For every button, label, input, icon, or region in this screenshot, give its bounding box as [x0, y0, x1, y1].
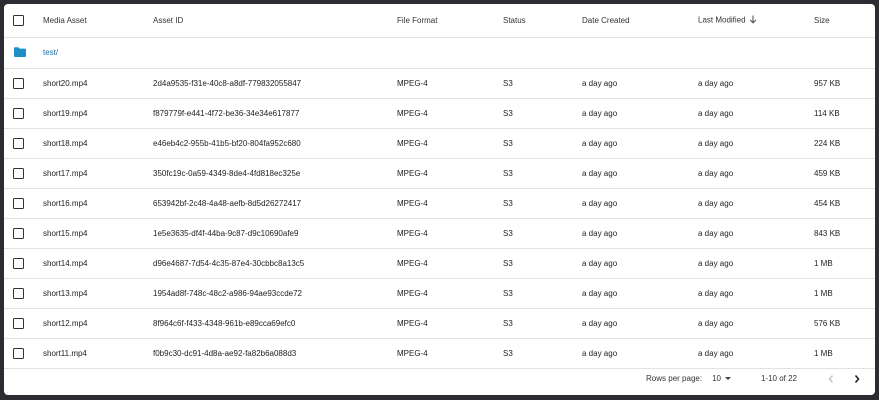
- rows-per-page-select[interactable]: [712, 374, 731, 383]
- status: S3: [503, 128, 582, 158]
- row-select-cell: [4, 308, 43, 338]
- column-header-media-asset[interactable]: Media Asset: [43, 4, 153, 37]
- file-format: MPEG-4: [397, 308, 503, 338]
- file-format: MPEG-4: [397, 68, 503, 98]
- last-modified: a day ago: [698, 248, 814, 278]
- row-select-cell: [4, 68, 43, 98]
- folder-link[interactable]: test/: [43, 48, 59, 57]
- asset-id: 2d4a9535-f31e-40c8-a8df-779832055847: [153, 68, 397, 98]
- last-modified: a day ago: [698, 188, 814, 218]
- select-all-cell: [4, 4, 43, 37]
- asset-id: 653942bf-2c48-4a48-aefb-8d5d26272417: [153, 188, 397, 218]
- file-size: 454 KB: [814, 188, 875, 218]
- column-header-last-modified[interactable]: [698, 4, 814, 37]
- media-asset-name: short17.mp4: [43, 158, 153, 188]
- date-created: a day ago: [582, 248, 698, 278]
- chevron-left-icon: [827, 374, 835, 384]
- table-row[interactable]: [4, 128, 875, 158]
- row-select-cell: [4, 278, 43, 308]
- table-row[interactable]: [4, 248, 875, 278]
- row-select-cell: [4, 98, 43, 128]
- row-select-cell: [4, 188, 43, 218]
- arrow-down-icon[interactable]: [749, 15, 757, 26]
- last-modified: a day ago: [698, 158, 814, 188]
- table-row[interactable]: [4, 98, 875, 128]
- table-row[interactable]: [4, 68, 875, 98]
- page-range-text: 1-10 of 22: [760, 374, 797, 383]
- file-format: MPEG-4: [397, 188, 503, 218]
- table-header-row: [4, 4, 875, 37]
- row-select-cell: [4, 218, 43, 248]
- last-modified: a day ago: [698, 218, 814, 248]
- table-row[interactable]: [4, 218, 875, 248]
- date-created: a day ago: [582, 338, 698, 368]
- table-row[interactable]: [4, 158, 875, 188]
- status: S3: [503, 218, 582, 248]
- folder-name-cell: [43, 37, 875, 68]
- media-asset-name: short19.mp4: [43, 98, 153, 128]
- file-size: 957 KB: [814, 68, 875, 98]
- date-created: a day ago: [582, 98, 698, 128]
- file-size: 1 MB: [814, 248, 875, 278]
- column-header-status[interactable]: Status: [503, 4, 582, 37]
- media-assets-table: [4, 4, 875, 369]
- row-checkbox[interactable]: [13, 108, 24, 119]
- file-format: MPEG-4: [397, 128, 503, 158]
- folder-icon: [14, 47, 26, 59]
- table-row[interactable]: [4, 278, 875, 308]
- row-checkbox[interactable]: [13, 258, 24, 269]
- folder-row[interactable]: [4, 37, 875, 68]
- date-created: a day ago: [582, 68, 698, 98]
- last-modified: a day ago: [698, 68, 814, 98]
- column-header-asset-id[interactable]: Asset ID: [153, 4, 397, 37]
- last-modified: a day ago: [698, 308, 814, 338]
- media-asset-name: short11.mp4: [43, 338, 153, 368]
- row-checkbox[interactable]: [13, 168, 24, 179]
- last-modified-label: Last Modified: [698, 15, 746, 25]
- row-checkbox[interactable]: [13, 348, 24, 359]
- media-asset-name: short20.mp4: [43, 68, 153, 98]
- file-size: 576 KB: [814, 308, 875, 338]
- status: S3: [503, 278, 582, 308]
- status: S3: [503, 188, 582, 218]
- status: S3: [503, 68, 582, 98]
- status: S3: [503, 308, 582, 338]
- column-header-size[interactable]: Size: [814, 4, 875, 37]
- date-created: a day ago: [582, 308, 698, 338]
- row-checkbox[interactable]: [13, 318, 24, 329]
- row-checkbox[interactable]: [13, 78, 24, 89]
- media-asset-name: short12.mp4: [43, 308, 153, 338]
- status: S3: [503, 338, 582, 368]
- table-row[interactable]: [4, 308, 875, 338]
- row-checkbox[interactable]: [13, 228, 24, 239]
- previous-page-button[interactable]: [821, 369, 841, 389]
- media-asset-name: short18.mp4: [43, 128, 153, 158]
- folder-icon-cell: [4, 37, 43, 68]
- row-checkbox[interactable]: [13, 198, 24, 209]
- column-header-file-format[interactable]: File Format: [397, 4, 503, 37]
- date-created: a day ago: [582, 128, 698, 158]
- file-size: 1 MB: [814, 278, 875, 308]
- row-select-cell: [4, 128, 43, 158]
- date-created: a day ago: [582, 278, 698, 308]
- asset-id: f879779f-e441-4f72-be36-34e34e617877: [153, 98, 397, 128]
- caret-down-icon: [725, 377, 731, 380]
- date-created: a day ago: [582, 188, 698, 218]
- media-asset-name: short14.mp4: [43, 248, 153, 278]
- file-size: 114 KB: [814, 98, 875, 128]
- asset-id: f0b9c30-dc91-4d8a-ae92-fa82b6a088d3: [153, 338, 397, 368]
- status: S3: [503, 248, 582, 278]
- file-size: 459 KB: [814, 158, 875, 188]
- file-format: MPEG-4: [397, 278, 503, 308]
- select-all-checkbox[interactable]: [13, 15, 24, 26]
- file-format: MPEG-4: [397, 158, 503, 188]
- pagination-bar: [4, 362, 875, 395]
- file-format: MPEG-4: [397, 248, 503, 278]
- asset-id: 350fc19c-0a59-4349-8de4-4fd818ec325e: [153, 158, 397, 188]
- rows-per-page-value: 10: [712, 374, 721, 383]
- media-asset-name: short13.mp4: [43, 278, 153, 308]
- asset-id: e46eb4c2-955b-41b5-bf20-804fa952c680: [153, 128, 397, 158]
- file-format: MPEG-4: [397, 98, 503, 128]
- row-checkbox[interactable]: [13, 138, 24, 149]
- status: S3: [503, 158, 582, 188]
- last-modified: a day ago: [698, 338, 814, 368]
- file-size: 224 KB: [814, 128, 875, 158]
- last-modified: a day ago: [698, 128, 814, 158]
- file-format: MPEG-4: [397, 338, 503, 368]
- next-page-button[interactable]: [847, 369, 867, 389]
- date-created: a day ago: [582, 158, 698, 188]
- file-size: 843 KB: [814, 218, 875, 248]
- row-select-cell: [4, 248, 43, 278]
- media-assets-panel: [4, 4, 875, 395]
- file-format: MPEG-4: [397, 218, 503, 248]
- row-checkbox[interactable]: [13, 288, 24, 299]
- media-asset-name: short15.mp4: [43, 218, 153, 248]
- asset-id: d96e4687-7d54-4c35-87e4-30cbbc8a13c5: [153, 248, 397, 278]
- asset-id: 1954ad8f-748c-48c2-a986-94ae93ccde72: [153, 278, 397, 308]
- asset-id: 1e5e3635-df4f-44ba-9c87-d9c10690afe9: [153, 218, 397, 248]
- table-row[interactable]: [4, 188, 875, 218]
- file-size: 1 MB: [814, 338, 875, 368]
- row-select-cell: [4, 158, 43, 188]
- asset-id: 8f964c6f-f433-4348-961b-e89cca69efc0: [153, 308, 397, 338]
- last-modified: a day ago: [698, 278, 814, 308]
- last-modified: a day ago: [698, 98, 814, 128]
- date-created: a day ago: [582, 218, 698, 248]
- media-asset-name: short16.mp4: [43, 188, 153, 218]
- rows-per-page-label: Rows per page:: [646, 374, 703, 383]
- status: S3: [503, 98, 582, 128]
- chevron-right-icon: [853, 374, 861, 384]
- column-header-date-created[interactable]: Date Created: [582, 4, 698, 37]
